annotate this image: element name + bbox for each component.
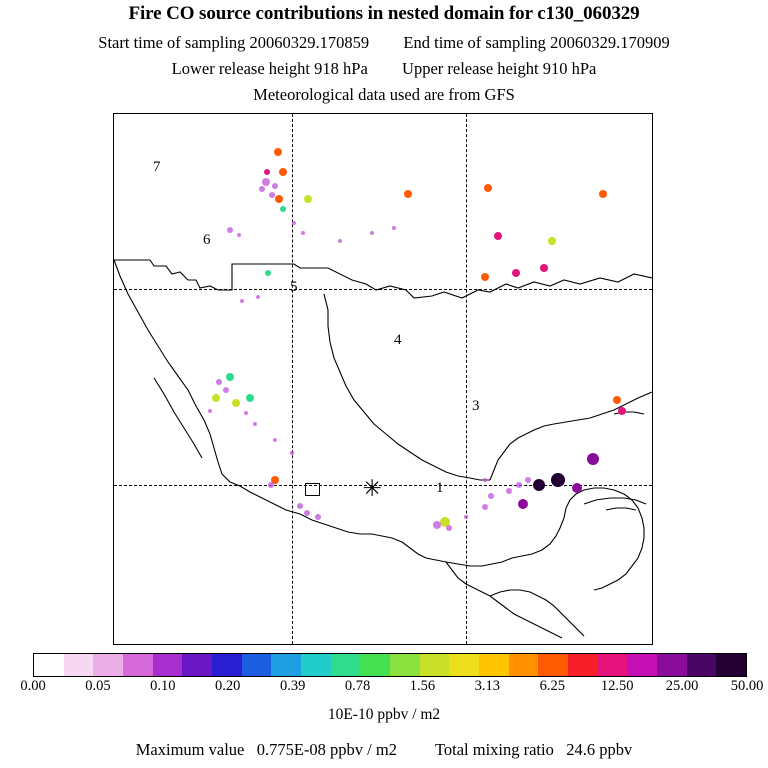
plume-cell [226,373,234,381]
colorbar [33,653,747,677]
map-panel [113,113,653,645]
plume-cell [304,195,312,203]
plume-cell [525,477,531,483]
page-title: Fire CO source contributions in nested domain for c130_060329 [128,3,640,24]
receptor-star-marker: ✳ [362,475,382,501]
plume-cell [290,451,294,455]
plume-cell [272,183,278,189]
upper-release-label: Upper release height [402,59,539,78]
plume-cell [297,503,303,509]
plume-cell [292,221,296,225]
footer-line [0,740,768,760]
colorbar-wrap [20,653,764,694]
colorbar-tick-label: 0.20 [215,678,241,694]
colorbar-ticks [20,678,764,696]
colorbar-tick-label: 0.78 [344,678,371,694]
plume-cell [240,299,244,303]
plume-cell [518,499,528,509]
colorbar-cell [242,654,272,676]
end-time-group [403,33,669,53]
colorbar-cell [153,654,183,676]
met-data-line: Meteorological data used are from GFS [253,85,515,104]
colorbar-tick-label: 0.39 [279,678,306,694]
region-label: 7 [153,159,161,175]
colorbar-cell [360,654,390,676]
plume-cell [494,232,502,240]
plume-cell [256,295,260,299]
plume-cell [212,394,220,402]
mixing-ratio-value: 24.6 ppbv [566,740,633,759]
gridline-vertical [466,114,467,644]
plume-cell [304,510,310,516]
map-plot-area [114,114,652,644]
colorbar-cell [34,654,64,676]
plume-cell [246,394,254,402]
colorbar-tick-label: 25.00 [665,678,699,694]
max-value-value: 0.775E-08 ppbv / m2 [256,740,397,759]
plume-cell [269,192,275,198]
region-label: 4 [394,332,402,348]
region-label: 6 [203,232,211,248]
start-time-group [98,33,369,53]
colorbar-cell [212,654,242,676]
region-label: 3 [472,398,480,414]
plume-cell [265,270,271,276]
colorbar-cell [390,654,420,676]
upper-release-group [402,59,596,79]
colorbar-tick-label: 0.05 [85,678,111,694]
plume-cell [275,195,283,203]
colorbar-cell [64,654,94,676]
colorbar-cell [301,654,331,676]
colorbar-cell [716,654,746,676]
plume-cell [587,453,599,465]
plume-cell [433,521,441,529]
coastline-overlay [114,114,652,644]
colorbar-cell [93,654,123,676]
colorbar-cell [420,654,450,676]
plume-cell [488,493,494,499]
plume-cell [237,233,241,237]
colorbar-cell [687,654,717,676]
plume-cell [223,387,229,393]
plume-cell [404,190,412,198]
upper-release-value: 910 hPa [542,59,597,78]
plume-cell [253,422,257,426]
colorbar-tick-label: 0.00 [20,678,46,694]
plume-cell [232,399,240,407]
colorbar-cell [331,654,361,676]
colorbar-tick-label: 50.00 [730,678,764,694]
colorbar-tick-label: 1.56 [409,678,436,694]
plume-cell [516,482,522,488]
lower-release-label: Lower release height [171,59,311,78]
end-time-value: 20060329.170909 [550,33,670,52]
max-value-label: Maximum value [135,740,245,759]
colorbar-cell [271,654,301,676]
start-time-value: 20060329.170859 [249,33,370,52]
lower-release-group [172,59,368,79]
colorbar-cell [449,654,479,676]
plume-cell [481,273,489,281]
end-time-label: End time of sampling [403,33,546,52]
colorbar-cell [598,654,628,676]
gridline-vertical [292,114,293,644]
colorbar-cell [479,654,509,676]
colorbar-cell [123,654,153,676]
colorbar-cell [182,654,212,676]
plume-cell [572,483,582,493]
plume-cell [392,226,396,230]
region-label: 5 [290,279,298,295]
plume-cell [599,190,607,198]
plume-cell [551,473,565,487]
colorbar-tick-label: 3.13 [474,678,501,694]
plume-cell [483,478,487,482]
colorbar-cell [538,654,568,676]
colorbar-tick-label: 0.10 [150,678,176,694]
region-label: 1 [436,480,444,496]
colorbar-cell [509,654,539,676]
colorbar-cell [657,654,687,676]
gridline-horizontal [114,289,652,290]
release-box-marker [305,483,320,496]
colorbar-cell [627,654,657,676]
lower-release-value: 918 hPa [314,59,368,78]
release-heights-line [0,59,768,79]
mixing-ratio-label: Total mixing ratio [434,740,554,759]
plume-cell [533,479,545,491]
colorbar-tick-label: 6.25 [539,678,565,694]
sampling-times-line [0,33,768,53]
colorbar-units-label: 10E-10 ppbv / m2 [327,706,441,723]
plume-cell [208,409,212,413]
plume-cell [227,227,233,233]
start-time-label: Start time of sampling [98,33,246,52]
colorbar-tick-label: 12.50 [600,678,634,694]
colorbar-cell [568,654,598,676]
